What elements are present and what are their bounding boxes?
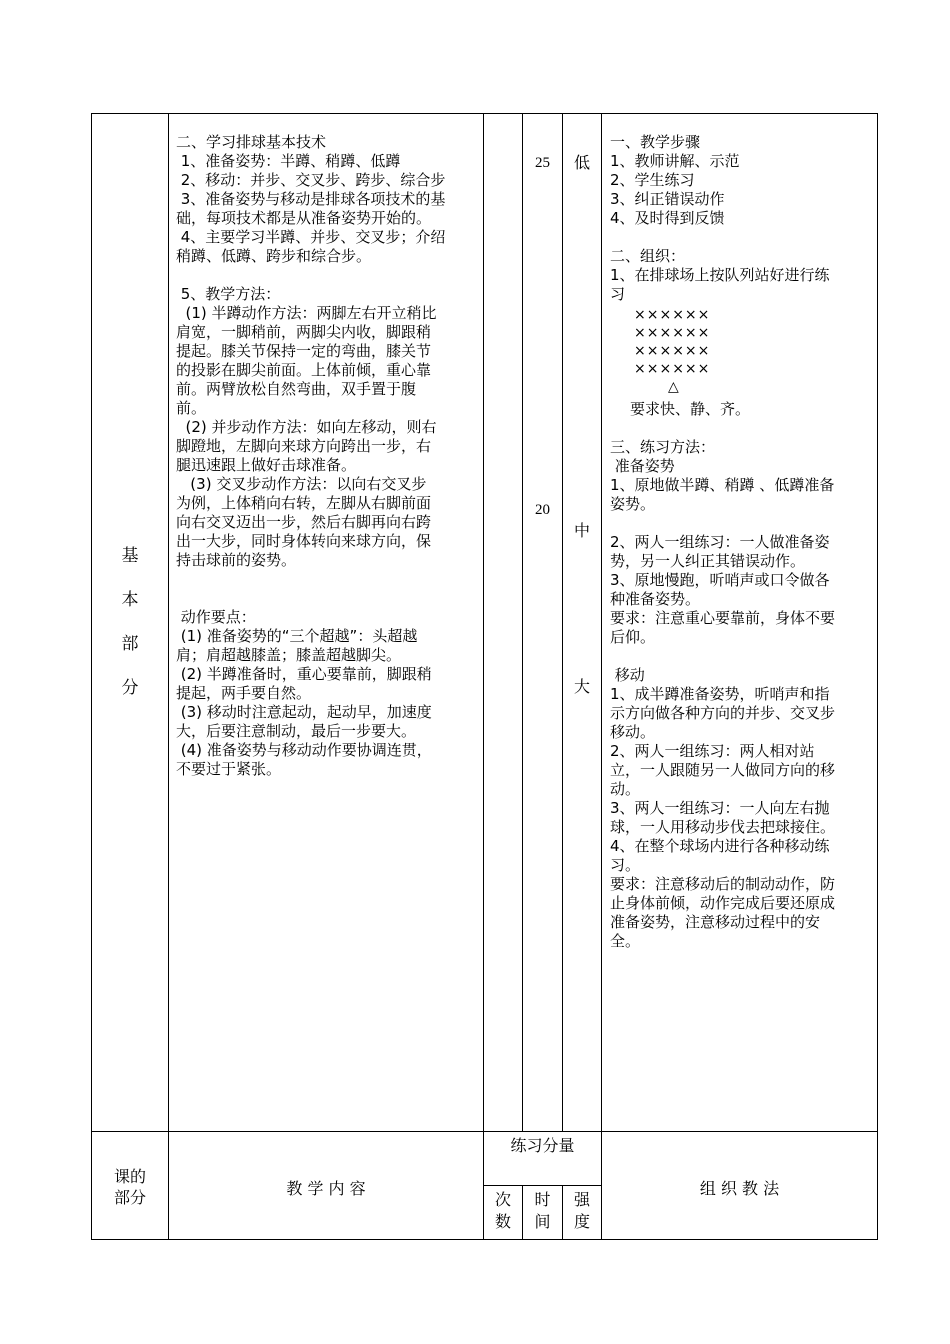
org-line: 3、纠正错误动作	[610, 190, 725, 208]
org-line: 准备姿势，注意移动过程中的安	[610, 913, 821, 931]
content-line: 肩；肩超越膝盖；膝盖超越脚尖。	[176, 646, 402, 664]
org-line: 3、原地慢跑，听哨声或口令做各	[610, 571, 830, 589]
formation-note: 要求快、静、齐。	[630, 400, 751, 418]
section-label-char: 本	[121, 590, 139, 610]
header-intensity-line: 强	[573, 1190, 590, 1209]
teaching-content-block	[176, 133, 478, 779]
content-line: 动作要点：	[176, 608, 256, 626]
header-time-line: 间	[534, 1212, 551, 1231]
org-line	[610, 647, 872, 666]
col-border-count	[522, 113, 523, 1132]
content-line: (2) 并步动作方法：如向左移动，则右	[176, 418, 437, 436]
header-intensity-line: 度	[573, 1212, 590, 1231]
content-line	[176, 266, 478, 285]
table-bottom-border	[91, 1239, 878, 1240]
content-line: 稍蹲、低蹲、跨步和综合步。	[176, 247, 372, 265]
intensity-low: 低	[573, 153, 590, 172]
content-line: 前。	[176, 399, 207, 417]
org-line: 习。	[610, 856, 641, 874]
formation-row: ××××××	[634, 325, 711, 341]
content-line: 前。两臂放松自然弯曲，双手置于腹	[176, 380, 417, 398]
content-line: 持击球前的姿势。	[176, 551, 297, 569]
formation-row: ××××××	[634, 361, 711, 377]
org-line: 2、两人一组练习：两人相对站	[610, 742, 815, 760]
org-line: 一、教学步骤	[610, 133, 701, 151]
org-line: 习	[610, 285, 626, 303]
org-line: 二、组织：	[610, 247, 686, 265]
formation-row: ××××××	[634, 343, 711, 359]
content-line: 向右交叉迈出一步，然后右脚再向右跨	[176, 513, 432, 531]
section-label-char: 分	[121, 678, 139, 698]
org-method-block	[610, 133, 872, 951]
org-line: 1、原地做半蹲、稍蹲 、低蹲准备	[610, 476, 835, 494]
header-intensity	[563, 1189, 601, 1233]
content-line	[176, 570, 478, 589]
header-practice-amount: 练习分量	[510, 1136, 575, 1155]
org-line: 1、成半蹲准备姿势，听哨声和指	[610, 685, 830, 703]
org-line: 移动。	[610, 723, 656, 741]
content-line: 为例，上体稍向右转，左脚从右脚前面	[176, 494, 432, 512]
header-org-method: 组 织 教 法	[699, 1179, 780, 1198]
org-line: 要求：注意重心要靠前，身体不要	[610, 609, 836, 627]
intensity-high: 大	[573, 677, 590, 696]
content-line: 4、主要学习半蹲、并步、交叉步；介绍	[176, 228, 446, 246]
content-line: (2) 半蹲准备时，重心要靠前，脚跟稍	[176, 665, 432, 683]
org-line: 立，一人跟随另一人做同方向的移	[610, 761, 836, 779]
table-header-divider	[91, 1131, 878, 1132]
content-line: (3) 移动时注意起动，起动早，加速度	[176, 703, 432, 721]
header-lesson-part	[92, 1166, 168, 1208]
content-line: 出一大步，同时身体转向来球方向，保	[176, 532, 432, 550]
content-line: (3) 交叉步动作方法：以向右交叉步	[176, 475, 427, 493]
content-line: 大，后要注意制动，最后一步要大。	[176, 722, 417, 740]
header-time-line: 时	[534, 1190, 551, 1209]
org-line: 2、两人一组练习：一人做准备姿	[610, 533, 830, 551]
table-top-border	[91, 113, 878, 114]
org-line: 移动	[610, 666, 645, 684]
content-line: 提起，两手要自然。	[176, 684, 312, 702]
content-line: 5、教学方法：	[176, 285, 281, 303]
org-line: 后仰。	[610, 628, 656, 646]
org-line: 球，一人用移动步伐去把球接住。	[610, 818, 836, 836]
org-line	[610, 228, 872, 247]
org-line: 动。	[610, 780, 641, 798]
time-value-2: 20	[535, 502, 550, 518]
time-value-1: 25	[535, 155, 550, 171]
practice-subheader-divider	[483, 1185, 601, 1186]
section-label-basic-part	[92, 545, 168, 721]
org-line	[610, 514, 872, 533]
org-line: 三、练习方法：	[610, 438, 716, 456]
content-line: (1) 准备姿势的“三个超越”：头超越	[176, 627, 418, 645]
content-line: 础，每项技术都是从准备姿势开始的。	[176, 209, 432, 227]
org-line: 3、两人一组练习：一人向左右抛	[610, 799, 830, 817]
org-line: 4、及时得到反馈	[610, 209, 725, 227]
org-line: 示方向做各种方向的并步、交叉步	[610, 704, 836, 722]
content-line: 不要过于紧张。	[176, 760, 282, 778]
col-border-intensity	[601, 113, 602, 1240]
org-line: 止身体前倾，动作完成后要还原成	[610, 894, 836, 912]
content-line: 肩宽，一脚稍前，两脚尖内收，脚跟稍	[176, 323, 432, 341]
content-line: 2、移动：并步、交叉步、跨步、综合步	[176, 171, 446, 189]
content-line: (1) 半蹲动作方法：两脚左右开立稍比	[176, 304, 437, 322]
intensity-medium: 中	[573, 521, 590, 540]
formation-diagram	[610, 306, 872, 396]
header-teaching-content: 教 学 内 容	[286, 1179, 366, 1198]
header-lesson-part-line: 课的	[113, 1167, 146, 1186]
org-steps	[610, 133, 872, 304]
header-time	[523, 1189, 562, 1233]
content-line: 二、学习排球基本技术	[176, 133, 327, 151]
practice-methods	[610, 438, 872, 951]
org-line: 1、在排球场上按队列站好进行练	[610, 266, 830, 284]
content-line: 提起。膝关节保持一定的弯曲，膝关节	[176, 342, 432, 360]
formation-row: △	[668, 379, 680, 395]
content-line	[176, 589, 478, 608]
org-line: 全。	[610, 932, 641, 950]
col-border-content	[483, 113, 484, 1240]
col-border-right	[877, 113, 878, 1240]
content-line: 脚蹬地，左脚向来球方向跨出一步，右	[176, 437, 432, 455]
org-line: 2、学生练习	[610, 171, 695, 189]
section-label-char: 部	[121, 634, 139, 654]
content-line: 腿迅速跟上做好击球准备。	[176, 456, 357, 474]
content-line: 3、准备姿势与移动是排球各项技术的基	[176, 190, 446, 208]
content-line: 1、准备姿势：半蹲、稍蹲、低蹲	[176, 152, 401, 170]
header-count-line: 次	[494, 1190, 511, 1209]
col-border-part	[168, 113, 169, 1240]
org-line: 4、在整个球场内进行各种移动练	[610, 837, 830, 855]
org-line: 姿势。	[610, 495, 656, 513]
formation-row: ××××××	[634, 307, 711, 323]
org-line: 准备姿势	[610, 457, 675, 475]
header-count-line: 数	[494, 1212, 511, 1231]
org-line: 要求：注意移动后的制动动作，防	[610, 875, 836, 893]
col-border-time	[562, 113, 563, 1132]
content-line: 的投影在脚尖前面。上体前倾，重心靠	[176, 361, 432, 379]
org-line: 种准备姿势。	[610, 590, 701, 608]
header-lesson-part-line: 部分	[113, 1188, 146, 1207]
org-line: 1、教师讲解、示范	[610, 152, 740, 170]
content-line: (4) 准备姿势与移动动作要协调连贯，	[176, 741, 432, 759]
org-line: 势，另一人纠正其错误动作。	[610, 552, 806, 570]
section-label-char: 基	[121, 546, 139, 566]
header-count	[484, 1189, 522, 1233]
